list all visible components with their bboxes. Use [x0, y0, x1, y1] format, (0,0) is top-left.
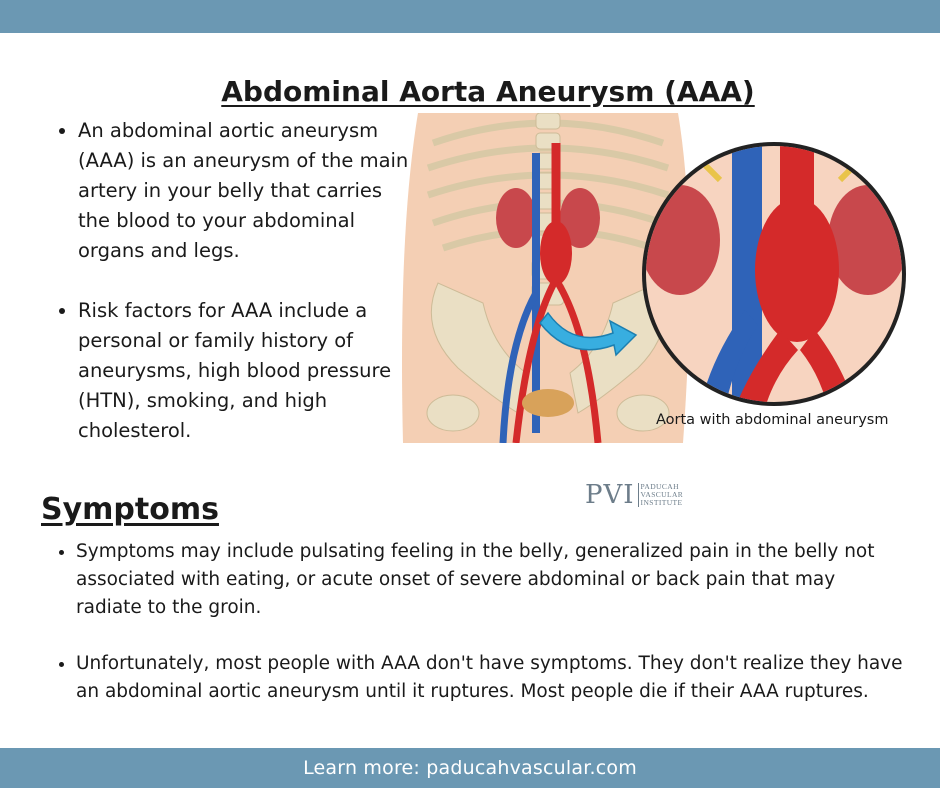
- intro-definition: • An abdominal aortic aneurysm (AAA) is an aneurysm of the main artery in your belly that carries the blood to your abdominal organs and legs.: [78, 116, 413, 266]
- illustration-caption: Aorta with abdominal aneurysm: [656, 412, 889, 428]
- symptom-item: • Unfortunately, most people with AAA don't have symptoms. They don't realize they have an abdominal aortic aneurysm until it ruptures. Most people die if their AAA ruptures.: [76, 650, 906, 706]
- top-banner: [0, 0, 940, 33]
- logo-words: [638, 483, 684, 507]
- logo-mark: PVI: [585, 480, 635, 510]
- symptom-item: • Symptoms may include pulsating feeling in the belly, generalized pain in the belly not associated with eating, or acute onset of severe abdominal or back pain that may radiate to the groin.: [76, 538, 906, 622]
- logo-word-1: PADUCAH: [640, 482, 679, 491]
- footer-banner: [0, 748, 940, 788]
- logo-word-2: VASCULAR: [640, 490, 684, 499]
- intro-list: [50, 116, 413, 476]
- symptom-list: [48, 538, 906, 734]
- symptoms-heading: Symptoms: [41, 492, 219, 527]
- pvi-logo: [585, 480, 683, 510]
- intro-risk-factors: • Risk factors for AAA include a personal or family history of aneurysms, high blood pressure (HTN), smoking, and high cholesterol.: [78, 296, 413, 446]
- logo-word-3: INSTITUTE: [640, 498, 683, 507]
- footer-link[interactable]: Learn more: paducahvascular.com: [303, 757, 637, 779]
- aneurysm-closeup: [640, 140, 908, 408]
- page-title: Abdominal Aorta Aneurysm (AAA): [221, 74, 755, 108]
